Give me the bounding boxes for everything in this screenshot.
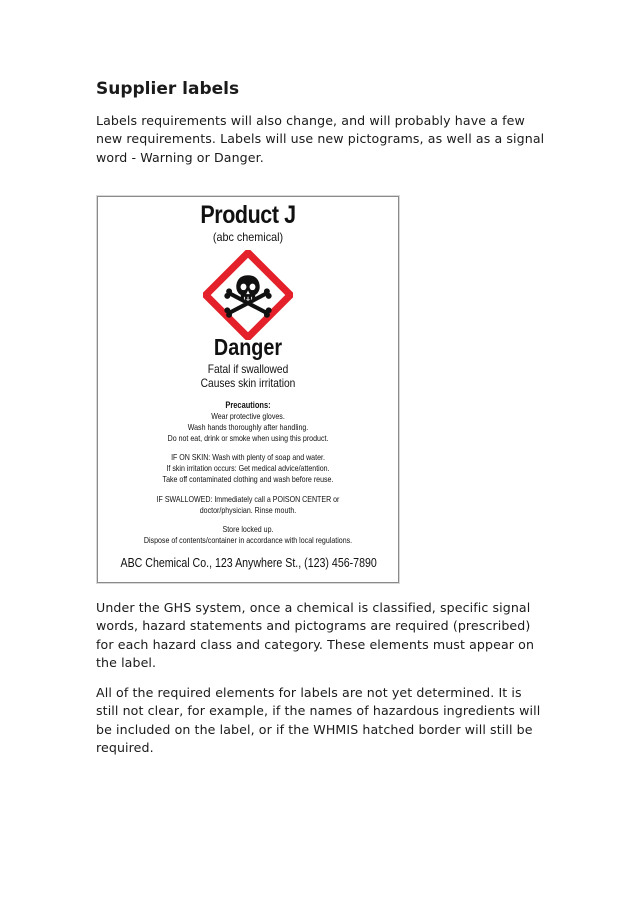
label-first-aid-skin: Take off contaminated clothing and wash before reuse.	[162, 474, 334, 484]
requirements-paragraph: All of the required elements for labels are not yet determined. It is still not clear, for example, if the names of hazardous ingredients will be included on the label, or if the WHMIS hatched border will still be required.	[96, 685, 541, 756]
label-precaution: Wear protective gloves.	[211, 411, 285, 421]
document-page	[96, 78, 546, 756]
label-chemical-name: (abc chemical)	[212, 230, 284, 244]
label-first-aid-skin: If skin irritation occurs: Get medical advice/attention.	[166, 463, 330, 473]
label-precaution: Wash hands thoroughly after handling.	[187, 422, 309, 432]
label-disposal: Dispose of contents/container in accordance with local regulations.	[143, 535, 353, 545]
section-heading: Supplier labels	[96, 79, 240, 99]
lower-text	[96, 599, 546, 769]
label-hazard-statement: Causes skin irritation	[200, 376, 296, 390]
label-precautions-title: Precautions:	[225, 400, 271, 410]
sample-ghs-label	[97, 196, 399, 583]
label-storage: Store locked up.	[222, 524, 274, 534]
label-precaution: Do not eat, drink or smoke when using this product.	[167, 433, 329, 443]
label-supplier-info: ABC Chemical Co., 123 Anywhere St., (123) 456-7890	[120, 556, 377, 570]
intro-paragraph: Labels requirements will also change, and will probably have a few new requirements. Labels will use new pictograms, as well as a signal word - Warning or Danger.	[96, 113, 545, 165]
label-first-aid-skin: IF ON SKIN: Wash with plenty of soap and water.	[171, 452, 325, 462]
label-product-name: Product J	[200, 201, 296, 229]
label-first-aid-swallow: doctor/physician. Rinse mouth.	[199, 505, 297, 515]
label-signal-word: Danger	[213, 334, 283, 360]
label-hazard-statement: Fatal if swallowed	[207, 362, 289, 376]
label-first-aid-swallow: IF SWALLOWED: Immediately call a POISON CENTER or	[156, 494, 340, 504]
ghs-paragraph: Under the GHS system, once a chemical is classified, specific signal words, hazard statements and pictograms are required (prescribed) for each hazard class and category. These elements must appear on the label.	[96, 600, 535, 670]
skull-and-crossbones-icon	[203, 250, 293, 340]
